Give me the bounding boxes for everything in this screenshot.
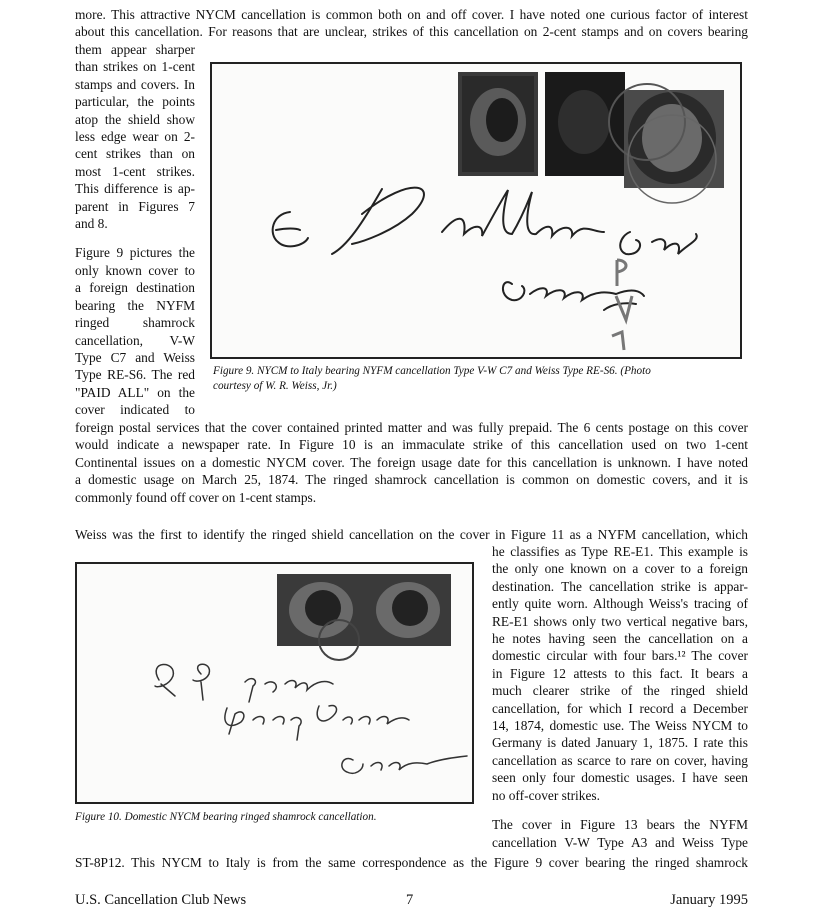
text-line: and 8. bbox=[75, 216, 108, 232]
text-line: commonly found off cover on 1-cent stamps. bbox=[75, 489, 317, 505]
stamp bbox=[545, 72, 625, 176]
caption-line: Figure 10. Domestic NYCM bearing ringed shamrock cancellation. bbox=[75, 811, 377, 823]
text-line: ST-8P12. This NYCM to Italy is from the same correspondence as the Figure 9 cover bearing the ringed shamrock bbox=[75, 855, 748, 870]
text-line: much clearer strike of the ringed shield bbox=[492, 683, 748, 699]
weiss-paragraph-first-line bbox=[75, 526, 748, 543]
figure-9-illustration bbox=[212, 64, 740, 357]
text-line: domestic circular with four bars.¹² The cover bbox=[492, 648, 748, 664]
text-line: atop the shield show bbox=[75, 111, 195, 127]
text-line: only known cover to bbox=[75, 262, 195, 278]
text-line: Continental issues on a domestic NYCM cover. The foreign usage date for this cancellation is unknown. I have noted bbox=[75, 454, 748, 470]
text-line: less edge wear on 2- bbox=[75, 129, 195, 145]
text-line: them appear sharper bbox=[75, 42, 195, 57]
text-line: destination. The cancellation strike is appar- bbox=[492, 578, 748, 594]
caption-line: Figure 9. NYCM to Italy bearing NYFM cancellation Type V-W C7 and Weiss Type RE-S6. (Photo bbox=[213, 365, 651, 377]
text-line: seen only four domestic usages. I have seen bbox=[492, 770, 748, 786]
text-line: The cover in Figure 13 bears the NYFM bbox=[492, 817, 748, 833]
text-line: cancellation V-W Type A3 and Weiss Type bbox=[492, 834, 748, 850]
right-column-text bbox=[492, 543, 748, 851]
text-line: ringed shamrock bbox=[75, 315, 195, 331]
stamp bbox=[458, 72, 538, 176]
text-line: Weiss was the first to identify the ringed shield cancellation on the cover in Figure 11 as a NYFM cancellation, which bbox=[75, 527, 748, 542]
top-paragraph bbox=[75, 6, 748, 41]
text-line: a foreign destination bbox=[75, 280, 195, 296]
text-line: most 1-cent strikes. bbox=[75, 163, 195, 179]
text-line: foreign postal services that the cover contained printed matter and was fully prepaid. The 6 cents postage on this cover bbox=[75, 420, 748, 435]
text-line: he classifies as Type RE-E1. This example is bbox=[492, 544, 748, 559]
caption-line: courtesy of W. R. Weiss, Jr.) bbox=[213, 380, 337, 392]
text-line: ently quite worn. Although Weiss's tracing of bbox=[492, 596, 748, 612]
footer-date: January 1995 bbox=[670, 892, 748, 908]
figure-9-cover-image bbox=[210, 62, 742, 359]
text-line: RE-E1 shows only two vertical negative bars, bbox=[492, 613, 748, 629]
text-line: particular, the points bbox=[75, 94, 195, 110]
text-line: Type RE-S6. The red bbox=[75, 367, 195, 383]
text-line: in Figure 12 attests to this fact. It bears a bbox=[492, 665, 748, 681]
text-line: Figure 9 pictures the bbox=[75, 245, 195, 261]
figure-9-caption bbox=[213, 364, 743, 394]
text-line: no off-cover strikes. bbox=[492, 787, 600, 803]
text-line: he notes having seen the cancellation on a bbox=[492, 631, 748, 647]
stamp bbox=[277, 574, 365, 646]
handwritten-address bbox=[273, 188, 697, 310]
text-line: "PAID ALL" on the bbox=[75, 384, 195, 400]
text-line: cancellation, V-W bbox=[75, 332, 195, 348]
text-line: than strikes on 1-cent bbox=[75, 59, 195, 75]
text-line: a domestic usage on March 25, 1874. The ringed shamrock cancellation is common on domestic covers, and it is bbox=[75, 472, 748, 488]
stamp bbox=[365, 574, 451, 646]
text-line: bearing the NYFM bbox=[75, 297, 195, 313]
text-line: 14, 1874, domestic use. The Weiss NYCM to bbox=[492, 718, 748, 734]
text-line: parent in Figures 7 bbox=[75, 198, 195, 214]
text-line: the only one known on a cover to a foreign bbox=[492, 561, 748, 577]
text-line: would indicate a newspaper rate. In Figure 10 is an immaculate strike of this cancellation used on two 1-cent bbox=[75, 437, 748, 453]
text-line: cover indicated to bbox=[75, 402, 195, 418]
embossed-stamp bbox=[624, 90, 724, 188]
text-line: This difference is ap- bbox=[75, 181, 195, 197]
text-line: about this cancellation. For reasons that are unclear, strikes of this cancellation on 2-cent stamps and on covers bearing bbox=[75, 24, 748, 40]
footer-page-number: 7 bbox=[406, 892, 414, 908]
text-line: cancellation, for which I record a December bbox=[492, 700, 748, 716]
text-line: cancellation as scarce to rare on cover, having bbox=[492, 752, 748, 768]
middle-paragraph bbox=[75, 419, 748, 506]
figure-10-cover-image bbox=[75, 562, 474, 804]
left-column-text bbox=[75, 41, 195, 419]
text-line: stamps and covers. In bbox=[75, 76, 195, 92]
footer-publication: U.S. Cancellation Club News bbox=[75, 892, 247, 908]
figure-10-caption bbox=[75, 810, 475, 825]
text-line: Type C7 and Weiss bbox=[75, 349, 195, 365]
handwritten-address bbox=[155, 664, 467, 773]
bottom-line bbox=[75, 854, 748, 871]
text-line: Germany is dated January 1, 1875. I rate this bbox=[492, 735, 748, 751]
text-line: cent strikes than on bbox=[75, 146, 195, 162]
text-line: more. This attractive NYCM cancellation is common both on and off cover. I have noted one curious factor of interest bbox=[75, 7, 748, 22]
figure-10-illustration bbox=[77, 564, 472, 802]
